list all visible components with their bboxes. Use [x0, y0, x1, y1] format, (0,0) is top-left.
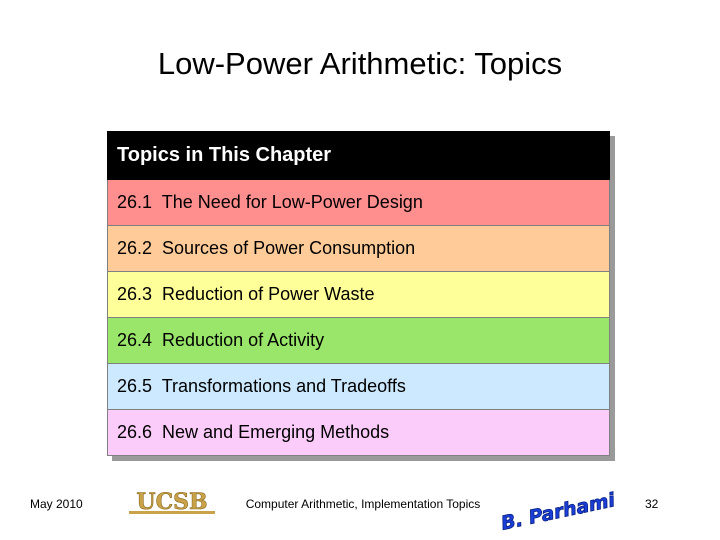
topics-table-header: Topics in This Chapter — [107, 131, 610, 180]
page-number: 32 — [645, 497, 659, 511]
ucsb-logo-text: UCSB — [136, 489, 208, 515]
slide-title: Low-Power Arithmetic: Topics — [157, 46, 563, 81]
footer-course-title: Computer Arithmetic, Implementation Topics — [245, 497, 481, 511]
topic-row-26-5: 26.5 Transformations and Tradeoffs — [107, 364, 610, 410]
author-signature-text: B. Parhami — [499, 489, 617, 535]
topics-table — [107, 131, 610, 456]
topic-row-26-1: 26.1 The Need for Low-Power Design — [107, 180, 610, 226]
topic-row-26-2: 26.2 Sources of Power Consumption — [107, 226, 610, 272]
topic-row-26-3: 26.3 Reduction of Power Waste — [107, 272, 610, 318]
footer-date: May 2010 — [30, 497, 83, 511]
topic-row-26-4: 26.4 Reduction of Activity — [107, 318, 610, 364]
topic-row-26-6: 26.6 New and Emerging Methods — [107, 410, 610, 456]
author-signature — [499, 484, 617, 535]
ucsb-logo — [127, 487, 217, 523]
